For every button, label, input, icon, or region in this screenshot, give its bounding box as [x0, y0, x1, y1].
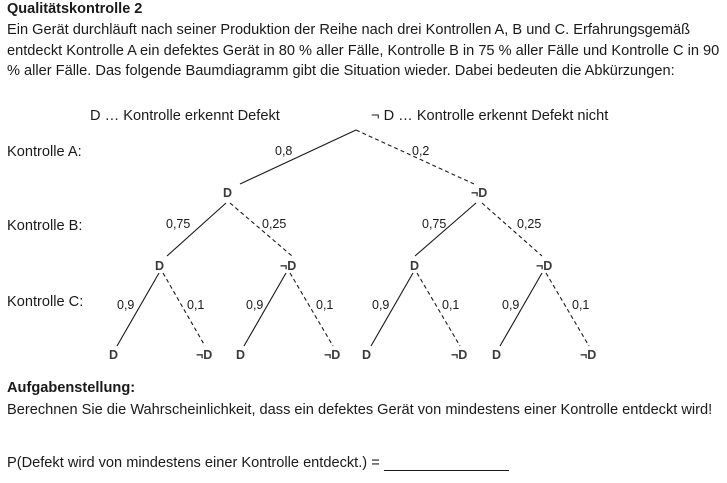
leaf-d-1: D — [109, 348, 119, 362]
intro-text: Ein Gerät durchläuft nach seiner Produktion der Reihe nach drei Kontrollen A, B und C. Erfahrungsgemäß entdeckt Kontrolle A ein defektes Gerät in 80 % aller Fälle, Kontrolle B in 75 % aller Fälle und Kontrolle C in 90 % aller Fälle. Das folgende Baumdiagramm gibt die Situation wieder. Dabei bedeuten die Abkürzungen: — [7, 22, 720, 80]
edge-a-d — [240, 130, 356, 184]
leaf-not-d-2: ¬D — [324, 348, 341, 362]
legend-d: D … Kontrolle erkennt Defekt — [90, 108, 280, 124]
leaf-not-d-1: ¬D — [196, 348, 213, 362]
node-a-not-d: ¬D — [471, 186, 488, 200]
prob-c-2-d: 0,9 — [246, 298, 264, 312]
answer-label: P(Defekt wird von mindestens einer Kontrolle entdeckt.) = — [7, 455, 380, 471]
leaf-d-4: D — [492, 348, 502, 362]
prob-b-not-d-right: 0,25 — [517, 217, 542, 231]
level-label-a: Kontrolle A: — [7, 144, 82, 160]
prob-c-3-not-d: 0,1 — [442, 298, 460, 312]
leaf-not-d-4: ¬D — [580, 348, 597, 362]
leaf-d-3: D — [362, 348, 372, 362]
exercise-title: Qualitätskontrolle 2 — [7, 1, 143, 17]
legend-not-d: ¬ D … Kontrolle erkennt Defekt nicht — [371, 108, 609, 124]
prob-c-3-d: 0,9 — [372, 298, 390, 312]
prob-b-d-left: 0,75 — [166, 217, 191, 231]
level-label-b: Kontrolle B: — [7, 218, 83, 234]
prob-c-1-not-d: 0,1 — [187, 298, 205, 312]
prob-a-not-d: 0,2 — [412, 144, 430, 158]
prob-a-d: 0,8 — [275, 144, 293, 158]
node-a-d: D — [223, 186, 233, 200]
node-b-d-1: D — [155, 259, 165, 273]
leaf-not-d-3: ¬D — [451, 348, 468, 362]
node-b-not-d-1: ¬D — [280, 259, 297, 273]
node-b-not-d-2: ¬D — [536, 259, 553, 273]
prob-b-d-right: 0,75 — [422, 217, 447, 231]
node-b-d-2: D — [410, 259, 420, 273]
prob-c-2-not-d: 0,1 — [316, 298, 334, 312]
prob-c-1-d: 0,9 — [117, 298, 135, 312]
prob-c-4-not-d: 0,1 — [572, 298, 590, 312]
prob-c-4-d: 0,9 — [502, 298, 520, 312]
answer-blank[interactable] — [384, 456, 509, 471]
task-heading: Aufgabenstellung: — [7, 380, 136, 396]
task-text: Berechnen Sie die Wahrscheinlichkeit, dass ein defektes Gerät von mindestens einer Kontrolle entdeckt wird! — [7, 402, 713, 418]
prob-b-not-d-left: 0,25 — [262, 217, 287, 231]
answer-row — [7, 455, 509, 471]
leaf-d-2: D — [236, 348, 246, 362]
level-label-c: Kontrolle C: — [7, 294, 84, 310]
